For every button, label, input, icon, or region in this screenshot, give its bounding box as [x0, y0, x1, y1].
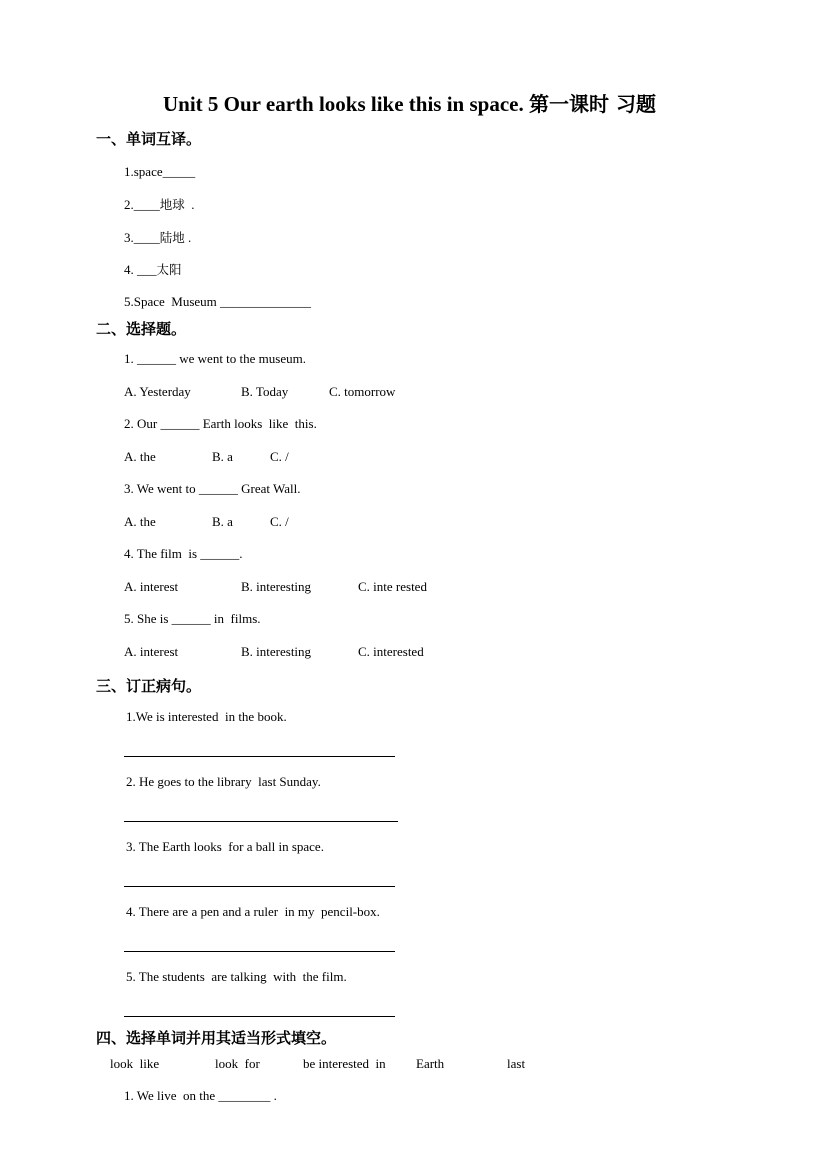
s1-item-4: 4. ___太阳	[124, 262, 182, 277]
s2-q2-option-c: C. /	[270, 449, 289, 464]
s2-question-5: 5. She is ______ in films.	[124, 611, 261, 626]
s2-q2-option-b: B. a	[212, 449, 233, 464]
s3-answer-line-4	[124, 951, 395, 952]
s3-sentence-4: 4. There are a pen and a ruler in my pencil-box.	[126, 904, 380, 919]
s3-answer-line-3	[124, 886, 395, 887]
s1-item-3: 3.____陆地 .	[124, 230, 192, 245]
s3-sentence-3: 3. The Earth looks for a ball in space.	[126, 839, 324, 854]
page-title	[163, 88, 656, 117]
s2-q4-option-b: B. interesting	[241, 579, 312, 594]
title-chinese: 第一课时 习题	[528, 92, 656, 116]
section3-heading: 三、订正病句。	[96, 677, 202, 695]
s2-q4-option-a: A. interest	[124, 579, 179, 594]
s2-q3-option-b: B. a	[212, 514, 233, 529]
s2-question-1: 1. ______ we went to the museum.	[124, 351, 306, 366]
s2-q1-option-b: B. Today	[241, 384, 289, 399]
s3-sentence-5: 5. The students are talking with the film.	[126, 969, 347, 984]
s3-sentence-1: 1.We is interested in the book.	[126, 709, 287, 724]
s1-item-2: 2.____地球 .	[124, 197, 195, 212]
s1-item-1: 1.space_____	[124, 164, 196, 179]
s2-q1-option-c: C. tomorrow	[329, 384, 396, 399]
word-bank-5: last	[507, 1056, 526, 1071]
s4-question-1: 1. We live on the ________ .	[124, 1088, 277, 1103]
s2-q3-option-c: C. /	[270, 514, 289, 529]
section1-heading: 一、单词互译。	[96, 130, 202, 148]
s2-question-3: 3. We went to ______ Great Wall.	[124, 481, 301, 496]
word-bank-2: look for	[215, 1056, 260, 1071]
s2-q5-option-b: B. interesting	[241, 644, 312, 659]
s2-q4-option-c: C. inte rested	[358, 579, 427, 594]
s2-q3-option-a: A. the	[124, 514, 156, 529]
s2-question-4: 4. The film is ______.	[124, 546, 243, 561]
s2-q5-option-c: C. interested	[358, 644, 424, 659]
s3-answer-line-1	[124, 756, 395, 757]
s2-q5-option-a: A. interest	[124, 644, 179, 659]
title-english: Unit 5 Our earth looks like this in space.	[163, 92, 524, 116]
word-bank-3: be interested in	[303, 1056, 386, 1071]
s2-question-2: 2. Our ______ Earth looks like this.	[124, 416, 317, 431]
word-bank-1: look like	[110, 1056, 160, 1071]
s1-item-5: 5.Space Museum ______________	[124, 294, 312, 309]
s3-answer-line-5	[124, 1016, 395, 1017]
s2-q2-option-a: A. the	[124, 449, 156, 464]
s2-q1-option-a: A. Yesterday	[124, 384, 191, 399]
word-bank-4: Earth	[416, 1056, 445, 1071]
s3-answer-line-2	[124, 821, 398, 822]
section4-heading: 四、选择单词并用其适当形式填空。	[96, 1029, 337, 1047]
section2-heading: 二、选择题。	[96, 320, 187, 338]
s3-sentence-2: 2. He goes to the library last Sunday.	[126, 774, 321, 789]
